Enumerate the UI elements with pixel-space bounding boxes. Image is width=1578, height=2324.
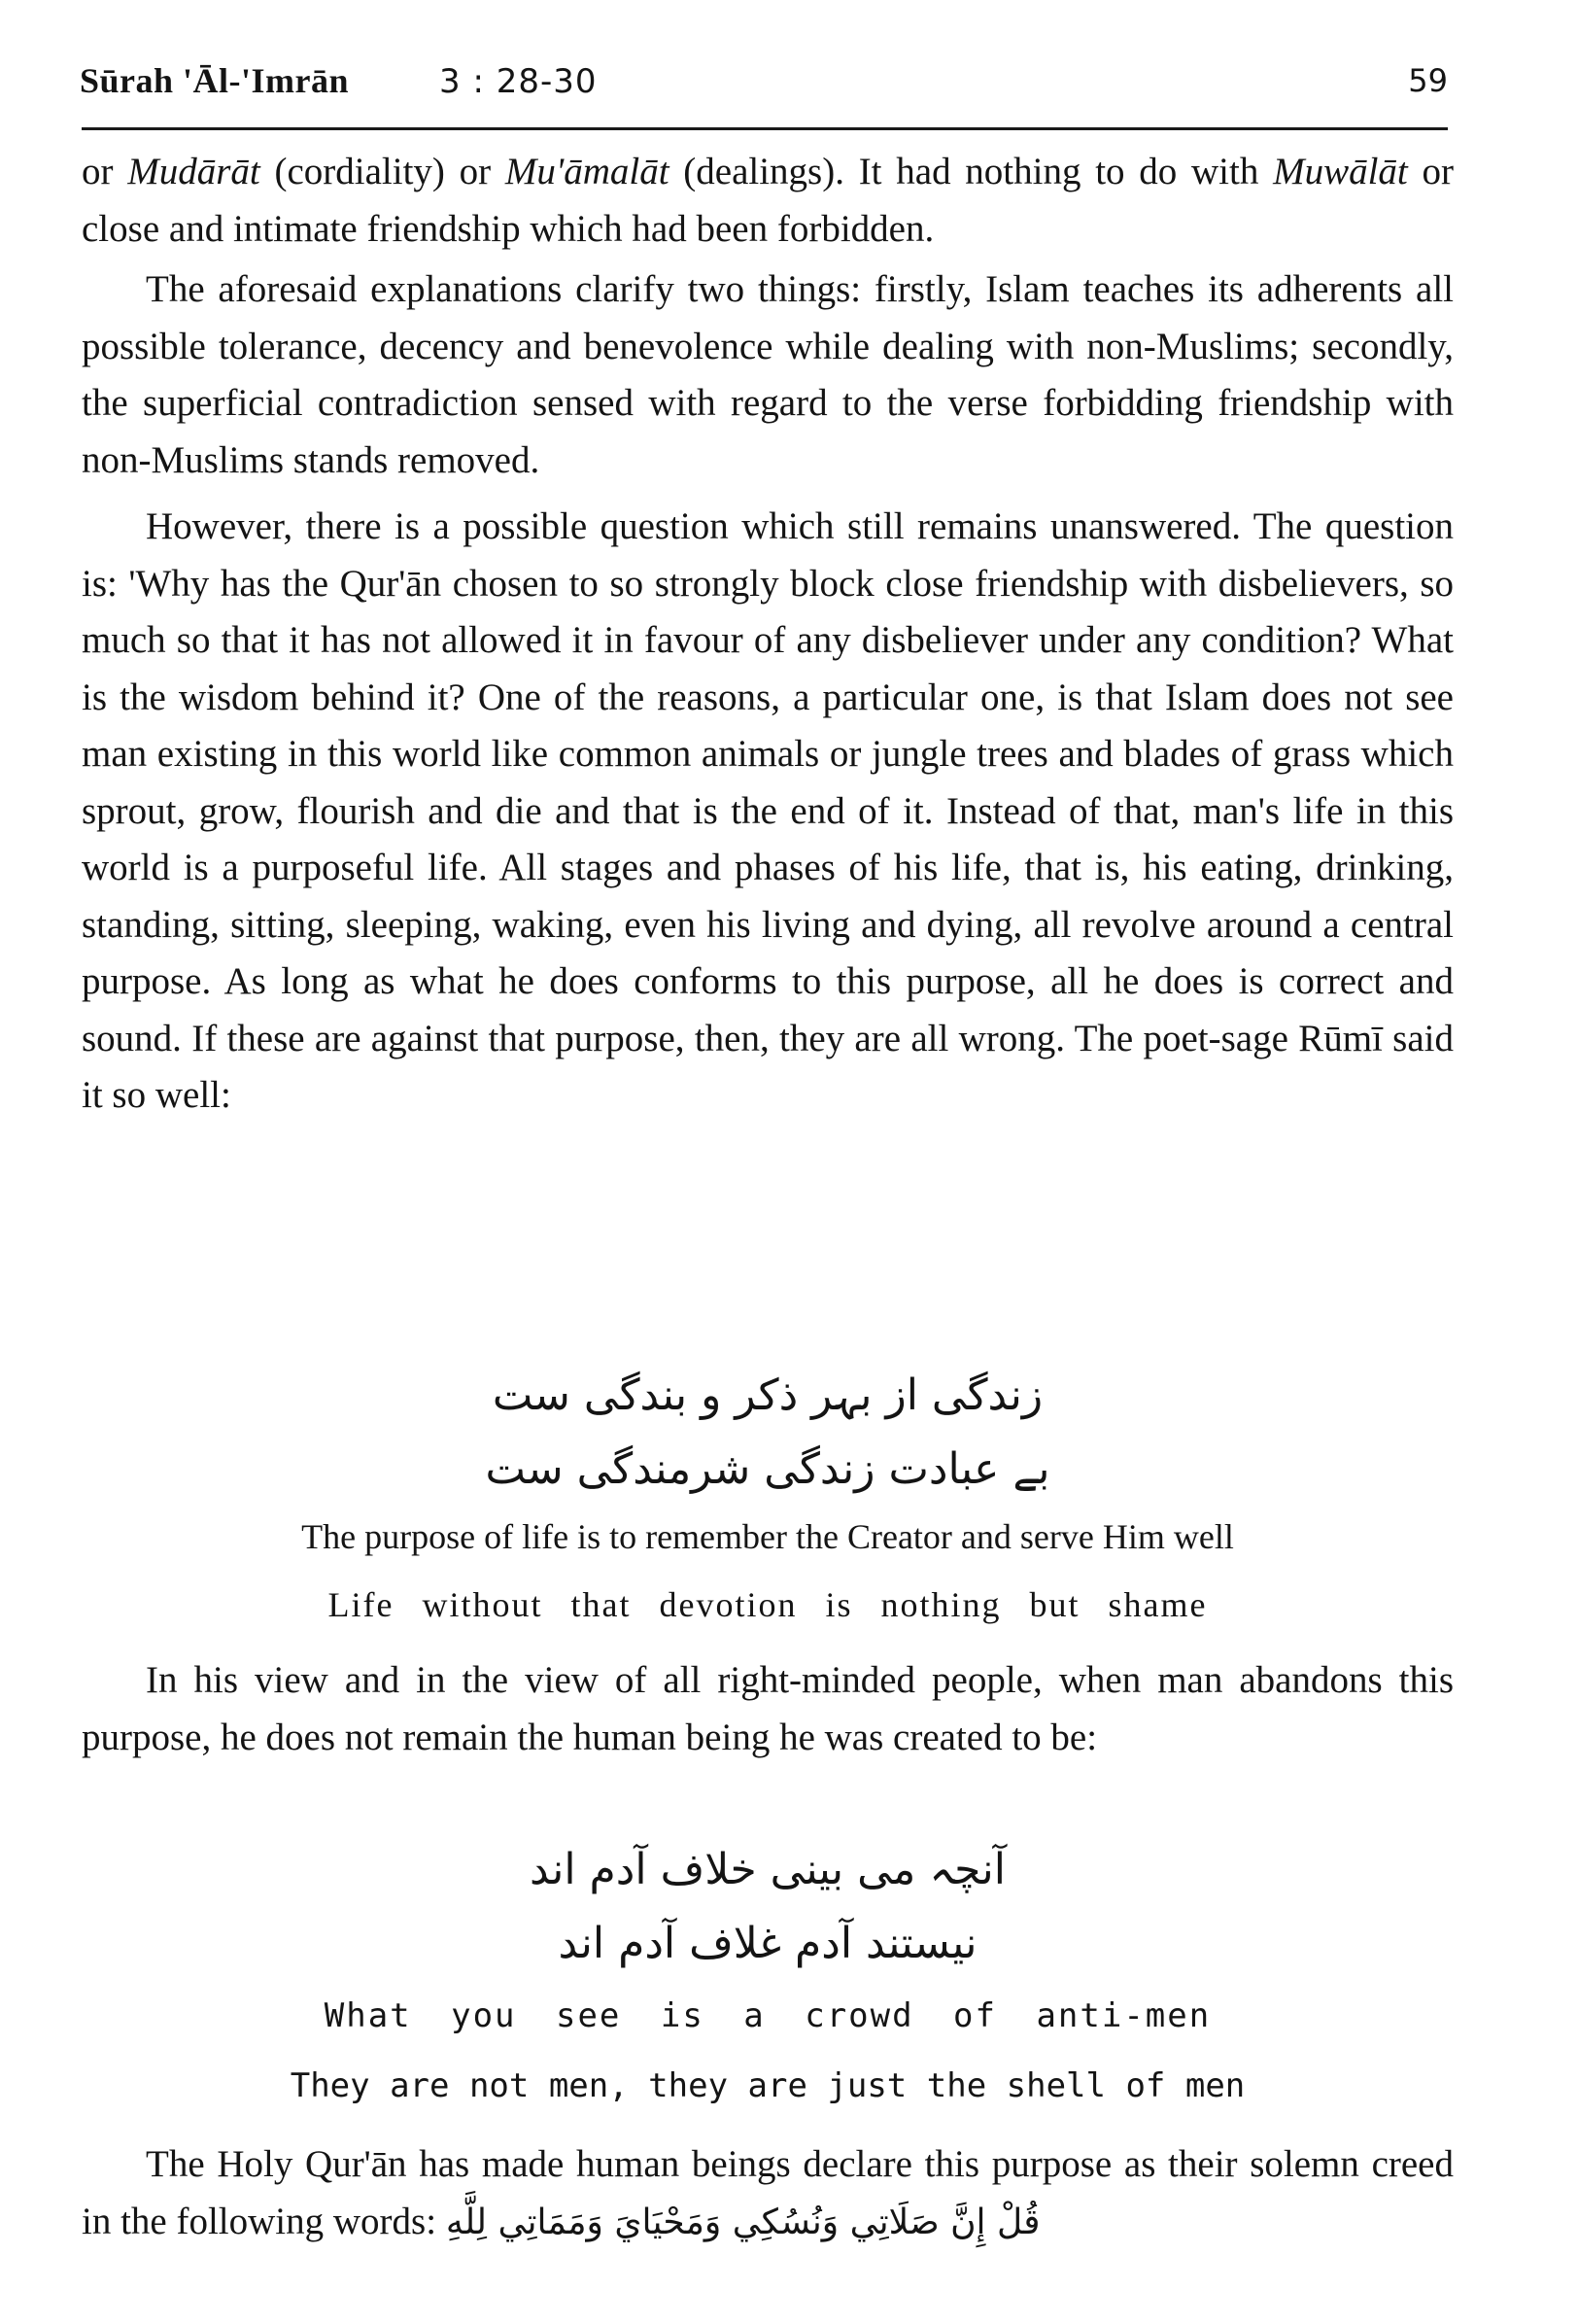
page-number: 59	[1408, 62, 1448, 99]
paragraph-1-text-4: or close and intimate friendship which had been forbidden.	[82, 151, 1454, 250]
paragraph-1-text-2: (cordiality) or	[259, 151, 505, 192]
paragraph-5	[82, 2136, 1454, 2251]
verse-1-persian-line-2: بے عبادت زندگی شرمندگی ست	[485, 1444, 1050, 1494]
paragraph-1	[82, 144, 1454, 258]
term-muamalat: Mu'āmalāt	[504, 151, 669, 192]
paragraph-4: In his view and in the view of all right-minded people, when man abandons this purpose, he does not remain the human being he was created to be:	[82, 1659, 1454, 1758]
rumi-verse-2	[82, 1833, 1454, 2121]
main-text	[82, 144, 1454, 1125]
header-rule	[82, 127, 1448, 130]
verse-2-persian-line-1: آنچہ می بینی خلاف آدم اند	[530, 1845, 1006, 1894]
main-text-continued	[82, 1652, 1454, 1766]
rumi-verse-1	[82, 1359, 1454, 1639]
verse-2-translation-line-1: What you see is a crowd of anti-men	[324, 1996, 1212, 2035]
running-header	[80, 60, 1448, 119]
term-muwalat: Muwālāt	[1273, 151, 1408, 192]
paragraph-1-text-3: (dealings). It had nothing to do with	[669, 151, 1274, 192]
paragraph-5-text: The Holy Qur'ān has made human beings declare this purpose as their solemn creed in the following words:	[82, 2143, 1454, 2242]
verse-2-persian-line-2: نیستند آدم غلاف آدم اند	[558, 1919, 978, 1968]
paragraph-3: However, there is a possible question which still remains unanswered. The question is: 'Why has the Qur'ān chosen to so strongly block close friendship with disbelievers, so much so that it has not allowed it in favour of any disbeliever under any condition? What is the wisdom behind it? One of the reasons, a particular one, is that Islam does not see man existing in this world like common animals or jungle trees and blades of grass which sprout, grow, flourish and die and that is the end of it. Instead of that, man's life in this world is a purposeful life. All stages and phases of his life, that is, his eating, drinking, standing, sitting, sleeping, waking, even his living and dying, all revolve around a central purpose. As long as what he does conforms to this purpose, all he does is correct and sound. If these are against that purpose, then, they are all wrong. The poet-sage Rūmī said it so well:	[82, 505, 1454, 1116]
surah-title: Sūrah 'Āl-'Imrān	[80, 61, 350, 100]
term-mudarat: Mudārāt	[127, 151, 260, 192]
verse-2-translation-line-2: They are not men, they are just the shell of men	[290, 2066, 1246, 2105]
paragraph-1-text-1: or	[82, 151, 128, 192]
verse-reference: 3 : 28-30	[439, 62, 598, 101]
verse-1-translation-line-1: The purpose of life is to remember the Creator and serve Him well	[301, 1517, 1234, 1556]
quran-verse-inline: قُلْ إِنَّ صَلَاتِي وَنُسُكِي وَمَحْيَايَ وَمَمَاتِي لِلَّهِ	[445, 2202, 1041, 2242]
main-text-final	[82, 2136, 1454, 2251]
verse-1-persian-line-1: زندگی از بہر ذکر و بندگی ست	[492, 1370, 1044, 1420]
paragraph-2: The aforesaid explanations clarify two things: firstly, Islam teaches its adherents all possible tolerance, decency and benevolence while dealing with non-Muslims; secondly, the superficial contradiction sensed with regard to the verse forbidding friendship with non-Muslims stands removed.	[82, 268, 1454, 481]
verse-1-translation-line-2: Life without that devotion is nothing but shame	[327, 1585, 1208, 1624]
